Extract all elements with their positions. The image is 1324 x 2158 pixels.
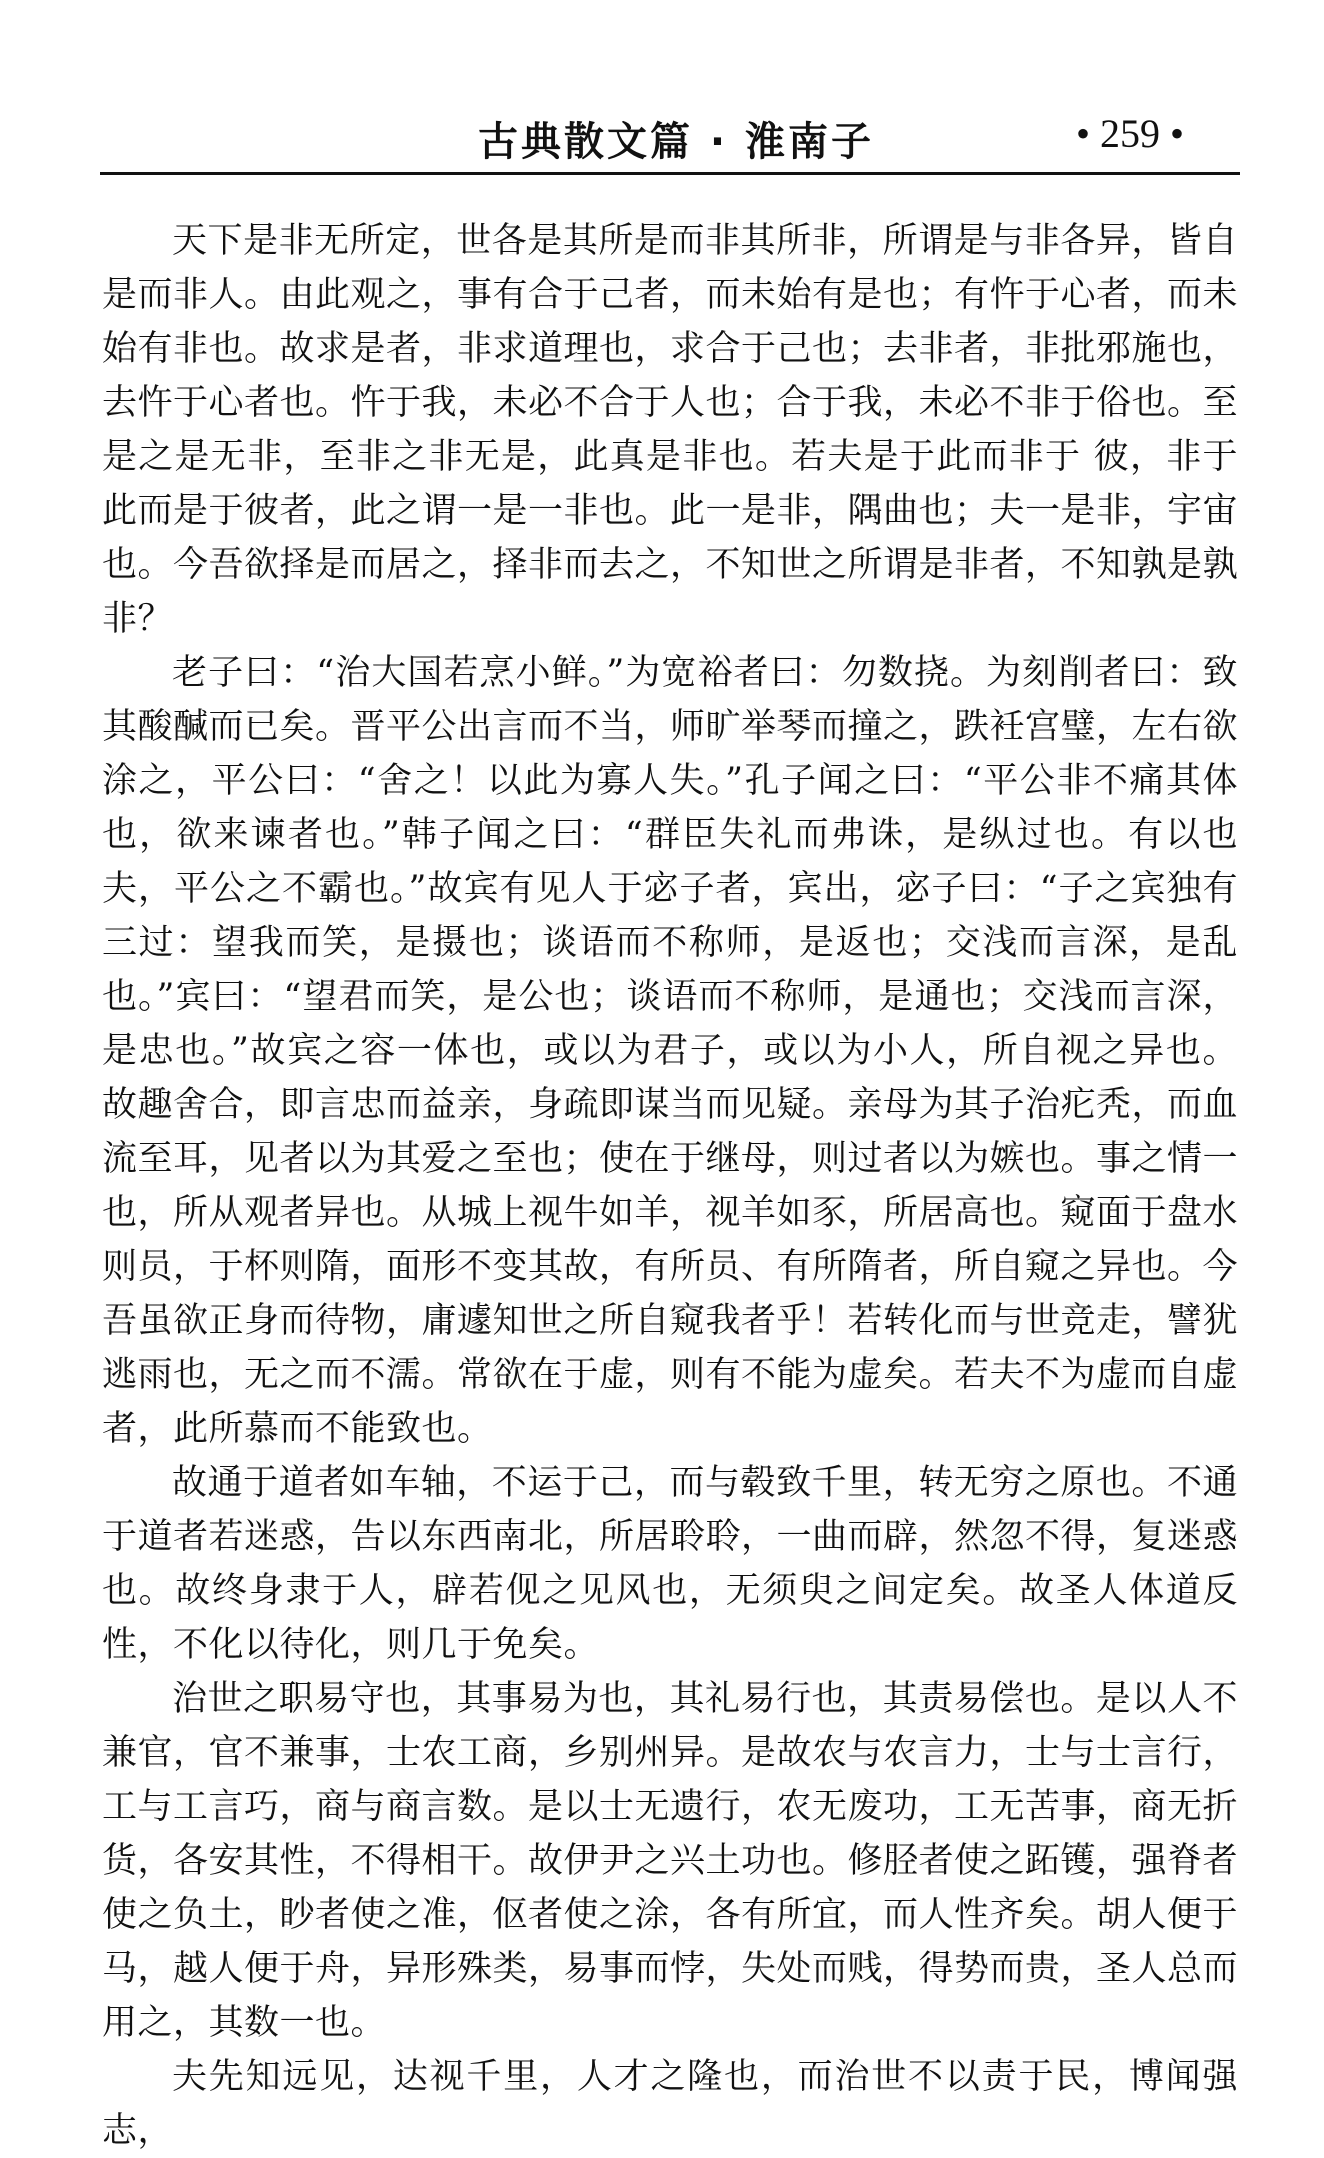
running-title: 古典散文篇 · 淮南子 (478, 119, 875, 165)
paragraph-5: 夫先知远见，达视千里，人才之隆也，而治世不以责于民，博闻强志， (102, 2057, 1238, 2151)
page-number: • 259 • (1075, 111, 1184, 156)
paragraph-2: 老子曰：“治大国若烹小鲜。”为宽裕者曰：勿数挠。为刻削者曰：致其酸醎而已矣。晋平公出言而不当，师旷举琴而撞之，跌衽宫璧，左右欲涂之，平公曰：“舍之！以此为寡人失。”孔子闻之曰：“平公非不痛其体也，欲来谏者也。”韩子闻之曰：“群臣失礼而弗诛，是纵过也。有以也夫，平公之不霸也。”故宾有见人于宓子者，宾出，宓子曰：“子之宾独有三过：望我而笑，是摄也；谈语而不称师，是返也；交浅而言深，是乱也。”宾曰：“望君而笑，是公也；谈语而不称师，是通也；交浅而言深，是忠也。”故宾之容一体也，或以为君子，或以为小人，所自视之异也。故趣舍合，即言忠而益亲，身疏即谋当而见疑。亲母为其子治疕秃，而血流至耳，见者以为其爱之至也；使在于继母，则过者以为嫉也。事之情一也，所从观者异也。从城上视牛如羊，视羊如豕，所居高也。窥面于盘水则员，于杯则隋，面形不变其故，有所员、有所隋者，所自窥之异也。今吾虽欲正身而待物，庸遽知世之所自窥我者乎！若转化而与世竞走，譬犹逃雨也，无之而不濡。常欲在于虚，则有不能为虚矣。若夫不为虚而自虚者，此所慕而不能致也。 (102, 653, 1239, 1449)
paragraph-1: 天下是非无所定，世各是其所是而非其所非，所谓是与非各异，皆自是而非人。由此观之，事有合于己者，而未始有是也；有忤于心者，而未始有非也。故求是者，非求道理也，求合于己也；去非者，非批邪施也，去忤于心者也。忤于我，未必不合于人也；合于我，未必不非于俗也。至是之是无非，至非之非无是，此真是非也。若夫是于此而非于 彼，非于此而是于彼者，此之谓一是一非也。此一是非，隅曲也；夫一是非，宇宙也。今吾欲择是而居之，择非而去之，不知世之所谓是非者，不知孰是孰非？ (102, 221, 1239, 639)
paragraph-4: 治世之职易守也，其事易为也，其礼易行也，其责易偿也。是以人不兼官，官不兼事，士农工商，乡别州异。是故农与农言力，士与士言行，工与工言巧，商与商言数。是以士无遗行，农无废功，工无苦事，商无折货，各安其性，不得相干。故伊尹之兴土功也。修胫者使之跖镬，强脊者使之负土，眇者使之准，伛者使之涂，各有所宜，而人性齐矣。胡人便于马，越人便于舟，异形殊类，易事而悖，失处而贱，得势而贵，圣人总而用之，其数一也。 (102, 1679, 1239, 2043)
body-text (102, 214, 1238, 2158)
paragraph-3: 故通于道者如车轴，不运于己，而与毂致千里，转无穷之原也。不通于道者若迷惑，告以东西南北，所居聆聆，一曲而辟，然忽不得，复迷惑也。故终身隶于人，辟若伣之见风也，无须臾之间定矣。故圣人体道反性，不化以待化，则几于免矣。 (102, 1463, 1239, 1665)
page-header (100, 92, 1240, 175)
